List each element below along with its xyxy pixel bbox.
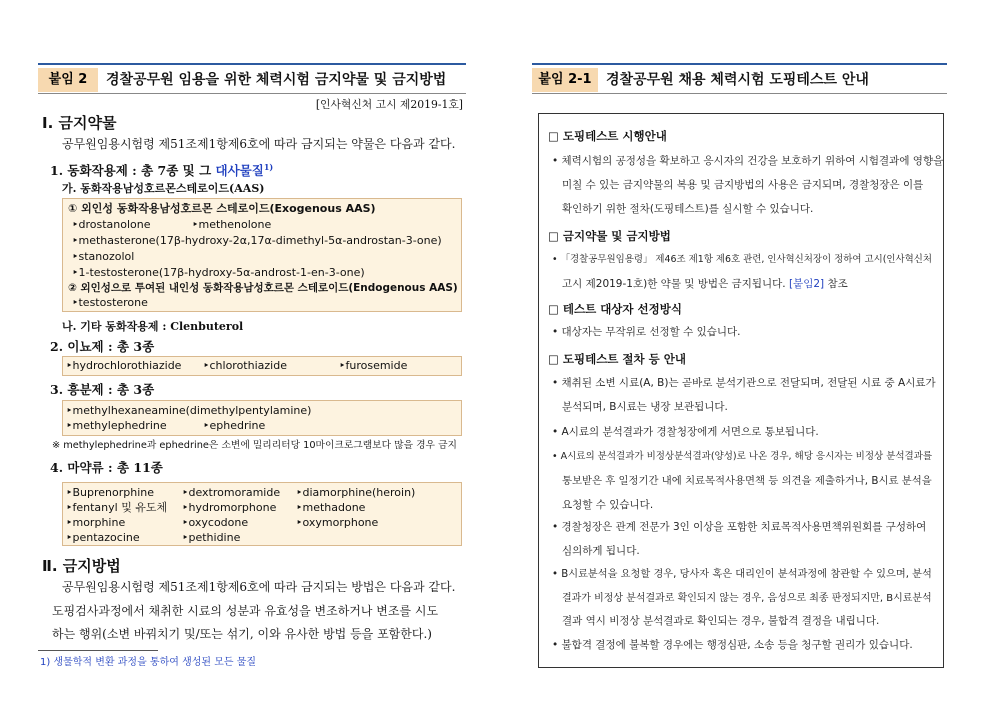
doping-s2-line1: • 「경찰공무원임용령」 제46조 제1항 제6호 관련, 인사혁신처장이 정하여 고시(인사혁신처 — [552, 254, 932, 265]
drug-drostanolone: ‣drostanolone — [72, 218, 151, 231]
drug-buprenorphine: ‣Buprenorphine — [66, 486, 155, 499]
left-header-rule-top — [38, 63, 466, 65]
drug-furosemide: ‣furosemide — [339, 359, 408, 372]
item4-heading: 4. 마약류 : 총 11종 — [50, 460, 163, 475]
item2-heading: 2. 이뇨제 : 총 3종 — [50, 339, 155, 354]
doping-s1-line2: 미칠 수 있는 금지약물의 복용 및 금지방법의 사용은 금지되며, 경찰청장은 이를 — [562, 179, 924, 191]
doping-s4-a1: • 채취된 소변 시료(A, B)는 곧바로 분석기관으로 전달되며, 전달된 시료 중 A시료가 — [552, 377, 936, 389]
drug-methadone: ‣methadone — [296, 501, 366, 514]
footnote-text: 1) 생물학적 변환 과정을 통하여 생성된 모든 물질 — [40, 657, 257, 668]
doping-section3-heading: □ 테스트 대상자 선정방식 — [548, 302, 682, 316]
doping-section4-heading: □ 도핑테스트 절차 등 안내 — [548, 352, 686, 366]
drug-methenolone: ‣methenolone — [192, 218, 272, 231]
drug-methylhexaneamine: ‣methylhexaneamine(dimethylpentylamine) — [66, 404, 312, 417]
drug-diamorphine: ‣diamorphine(heroin) — [296, 486, 416, 499]
drug-chlorothiazide: ‣chlorothiazide — [203, 359, 287, 372]
drug-hydrochlorothiazide: ‣hydrochlorothiazide — [66, 359, 182, 372]
drug-pethidine: ‣pethidine — [182, 531, 241, 544]
doping-s4-d2: 심의하게 됩니다. — [562, 545, 640, 557]
drug-hydromorphone: ‣hydromorphone — [182, 501, 277, 514]
doping-s2-line2-suffix: 참조 — [824, 278, 848, 290]
drug-stanozolol: ‣stanozolol — [72, 250, 135, 263]
section2-heading: Ⅱ. 금지방법 — [42, 557, 121, 575]
section2-line2: 도핑검사과정에서 채취한 시료의 성분과 유효성을 변조하거나 변조를 시도 — [52, 604, 439, 618]
exo-aas-title: ① 외인성 동화작용남성호르몬 스테로이드(Exogenous AAS) — [68, 202, 376, 215]
doping-s3-line1: • 대상자는 무작위로 선정할 수 있습니다. — [552, 326, 741, 338]
item1-heading — [50, 160, 273, 178]
section2-line3: 하는 행위(소변 바꿔치기 및/또는 섞기, 이와 유사한 방법 등을 포함한다.) — [52, 627, 432, 641]
doping-s4-a2: 분석되며, B시료는 냉장 보관됩니다. — [562, 401, 728, 413]
right-attachment-tag: 붙임 2-1 — [532, 68, 598, 92]
item1-sub-ga: 가. 동화작용남성호르몬스테로이드(AAS) — [62, 182, 265, 195]
drug-testosterone: ‣testosterone — [72, 296, 148, 309]
doping-section1-heading: □ 도핑테스트 시행안내 — [548, 129, 667, 143]
drug-oxymorphone: ‣oxymorphone — [296, 516, 379, 529]
drug-morphine: ‣morphine — [66, 516, 126, 529]
doping-s1-line3: 확인하기 위한 절차(도핑테스트)를 실시할 수 있습니다. — [562, 203, 814, 215]
doping-s2-line2 — [562, 277, 848, 291]
right-header-rule-bottom — [532, 93, 947, 94]
section2-line1: 공무원임용시험령 제51조제1항제6호에 따라 금지되는 방법은 다음과 같다. — [62, 580, 456, 594]
drug-methylephedrine: ‣methylephedrine — [66, 419, 167, 432]
doping-s4-e2: 결과가 비정상 분석결과로 확인되지 않는 경우, 음성으로 최종 판정되지만, B시료분석 — [562, 593, 932, 604]
doping-guide-box — [538, 113, 944, 668]
drug-pentazocine: ‣pentazocine — [66, 531, 140, 544]
doping-s4-c2: 통보받은 후 일정기간 내에 치료목적사용면책 등 의견을 제출하거나, B시료 분석을 — [562, 475, 932, 487]
section1-intro: 공무원임용시험령 제51조제1항제6호에 따라 금지되는 약물은 다음과 같다. — [62, 137, 456, 151]
doping-s4-f1: • 불합격 결정에 불복할 경우에는 행정심판, 소송 등을 청구할 권리가 있습니다. — [552, 639, 913, 651]
drug-ephedrine: ‣ephedrine — [203, 419, 266, 432]
footnote-rule — [38, 650, 158, 651]
doping-s4-e3: 결과 역시 비정상 분석결과로 확인되는 경우, 불합격 결정을 내립니다. — [562, 615, 880, 627]
right-header-rule-top — [532, 63, 947, 65]
section1-heading: Ⅰ. 금지약물 — [42, 114, 117, 132]
drug-1-testosterone: ‣1-testosterone(17β-hydroxy-5α-androst-1-en-3-one) — [72, 266, 365, 279]
item1-sub-na: 나. 기타 동화작용제 : Clenbuterol — [62, 320, 244, 333]
item1-heading-text: 1. 동화작용제 : 총 7종 및 그 — [50, 163, 216, 179]
endo-aas-title: ② 외인성으로 투여된 내인성 동화작용남성호르몬 스테로이드(Endogenous AAS) — [68, 282, 458, 294]
doping-s4-c1: • A시료의 분석결과가 비정상분석결과(양성)로 나온 경우, 해당 응시자는 비정상 분석결과를 — [552, 451, 933, 462]
drug-dextromoramide: ‣dextromoramide — [182, 486, 281, 499]
right-header-title: 경찰공무원 채용 체력시험 도핑테스트 안내 — [606, 72, 869, 88]
footnote-ref: 1) — [263, 162, 274, 172]
item3-heading: 3. 흥분제 : 총 3종 — [50, 382, 155, 397]
doping-s1-line1: • 체력시험의 공정성을 확보하고 응시자의 건강을 보호하기 위하여 시험결과에 영향을 — [552, 155, 944, 167]
doping-s4-d1: • 경찰청장은 관계 전문가 3인 이상을 포함한 치료목적사용면책위원회를 구성하여 — [552, 521, 927, 533]
left-attachment-tag: 붙임 2 — [38, 68, 98, 92]
notice-reference: [인사혁신처 고시 제2019-1호] — [315, 98, 463, 111]
doping-section2-heading: □ 금지약물 및 금지방법 — [548, 229, 671, 243]
left-header-rule-bottom — [38, 93, 466, 94]
doping-s4-b1: • A시료의 분석결과가 경찰청장에게 서면으로 통보됩니다. — [552, 426, 819, 438]
doping-s2-line2-text: 고시 제2019-1호)한 약물 및 방법은 금지됩니다. — [562, 278, 789, 290]
left-header-title: 경찰공무원 임용을 위한 체력시험 금지약물 및 금지방법 — [106, 72, 447, 88]
doping-s4-e1: • B시료분석을 요청할 경우, 당사자 혹은 대리인이 분석과정에 참관할 수 있으며, 분석 — [552, 569, 932, 580]
drug-methasterone: ‣methasterone(17β-hydroxy-2α,17α-dimethyl-5α-androstan-3-one) — [72, 234, 442, 247]
drug-fentanyl: ‣fentanyl 및 유도체 — [66, 501, 168, 514]
attachment2-link[interactable]: [붙임2] — [788, 278, 825, 290]
drug-oxycodone: ‣oxycodone — [182, 516, 249, 529]
stimulants-note: ※ methylephedrine과 ephedrine은 소변에 밀리리터당 10마이크로그램보다 많을 경우 금지 — [52, 440, 457, 451]
doping-s4-c3: 요청할 수 있습니다. — [562, 499, 654, 511]
item1-heading-blue: 대사물질 — [215, 163, 264, 179]
